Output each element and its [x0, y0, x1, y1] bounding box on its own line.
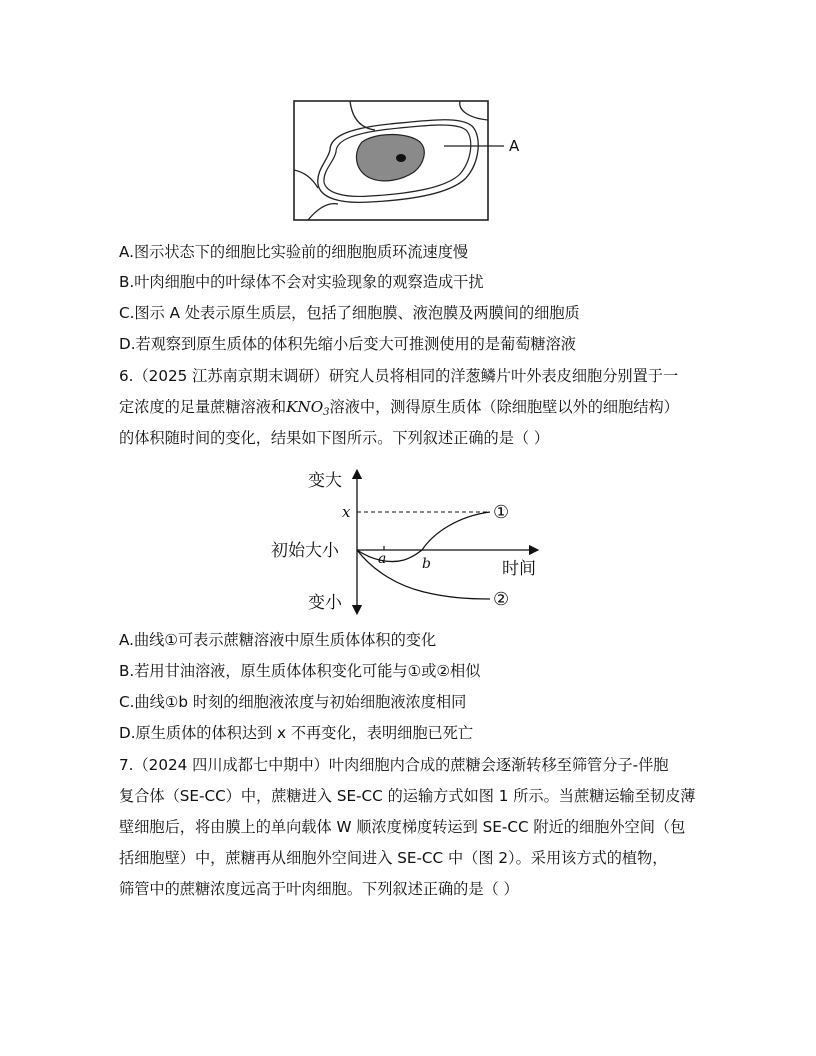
point-a-label: a [378, 551, 387, 567]
q5-option-c: C.图示 A 处表示原生质层，包括了细胞膜、液泡膜及两膜间的细胞质 [119, 304, 580, 322]
q6-option-c: C.曲线①b 时刻的细胞液浓度与初始细胞液浓度相同 [119, 693, 467, 711]
volume-chart [264, 462, 554, 618]
series-1-curve [357, 512, 490, 562]
q5-option-a: A.图示状态下的细胞比实验前的细胞胞质环流速度慢 [119, 243, 469, 261]
q6-option-a: A.曲线①可表示蔗糖溶液中原生质体体积的变化 [119, 631, 437, 649]
kno3-formula: KNO [286, 398, 324, 416]
q7-stem-line3: 壁细胞后，将由膜上的单向载体 W 顺浓度梯度转运到 SE-CC 附近的细胞外空间（包 [119, 818, 686, 836]
q7-stem-line2: 复合体（SE-CC）中，蔗糖进入 SE-CC 的运输方式如图 1 所示。当蔗糖运输至韧皮薄 [119, 787, 696, 805]
q6-stem-line2 [119, 397, 679, 423]
x-axis-label: 时间 [502, 559, 536, 579]
label-a: A [509, 137, 520, 155]
tick-x-label: x [342, 503, 351, 521]
q6-line2-pre: 定浓度的足量蔗糖溶液和 [119, 398, 287, 416]
q6-line2-post: 溶液中，测得原生质体（除细胞壁以外的细胞结构） [329, 398, 679, 416]
q6-stem-line3: 的体积随时间的变化，结果如下图所示。下列叙述正确的是（ ） [119, 429, 550, 447]
q6-option-d: D.原生质体的体积达到 x 不再变化，表明细胞已死亡 [119, 724, 474, 742]
series-1-label: ① [493, 502, 510, 523]
y-top-label: 变大 [308, 471, 342, 491]
y-origin-label: 初始大小 [271, 541, 339, 561]
point-b-label: b [422, 556, 431, 572]
q6-stem-line1: 6.（2025 江苏南京期末调研）研究人员将相同的洋葱鳞片叶外表皮细胞分别置于一 [119, 367, 679, 385]
q7-stem-line5: 筛管中的蔗糖浓度远高于叶肉细胞。下列叙述正确的是（ ） [119, 880, 519, 898]
q7-stem-line1: 7.（2024 四川成都七中期中）叶肉细胞内合成的蔗糖会逐渐转移至筛管分子-伴胞 [119, 756, 669, 774]
y-bottom-label: 变小 [308, 593, 342, 613]
series-2-label: ② [493, 589, 510, 610]
kno3-subscript: 3 [323, 407, 330, 418]
q5-option-d: D.若观察到原生质体的体积先缩小后变大可推测使用的是葡萄糖溶液 [119, 335, 576, 353]
nucleus [396, 154, 406, 162]
q6-option-b: B.若用甘油溶液，原生质体体积变化可能与①或②相似 [119, 662, 481, 680]
q7-stem-line4: 括细胞壁）中，蔗糖再从细胞外空间进入 SE-CC 中（图 2）。采用该方式的植物， [119, 849, 668, 867]
cell-figure [290, 98, 530, 224]
q5-option-b: B.叶肉细胞中的叶绿体不会对实验现象的观察造成干扰 [119, 273, 484, 291]
